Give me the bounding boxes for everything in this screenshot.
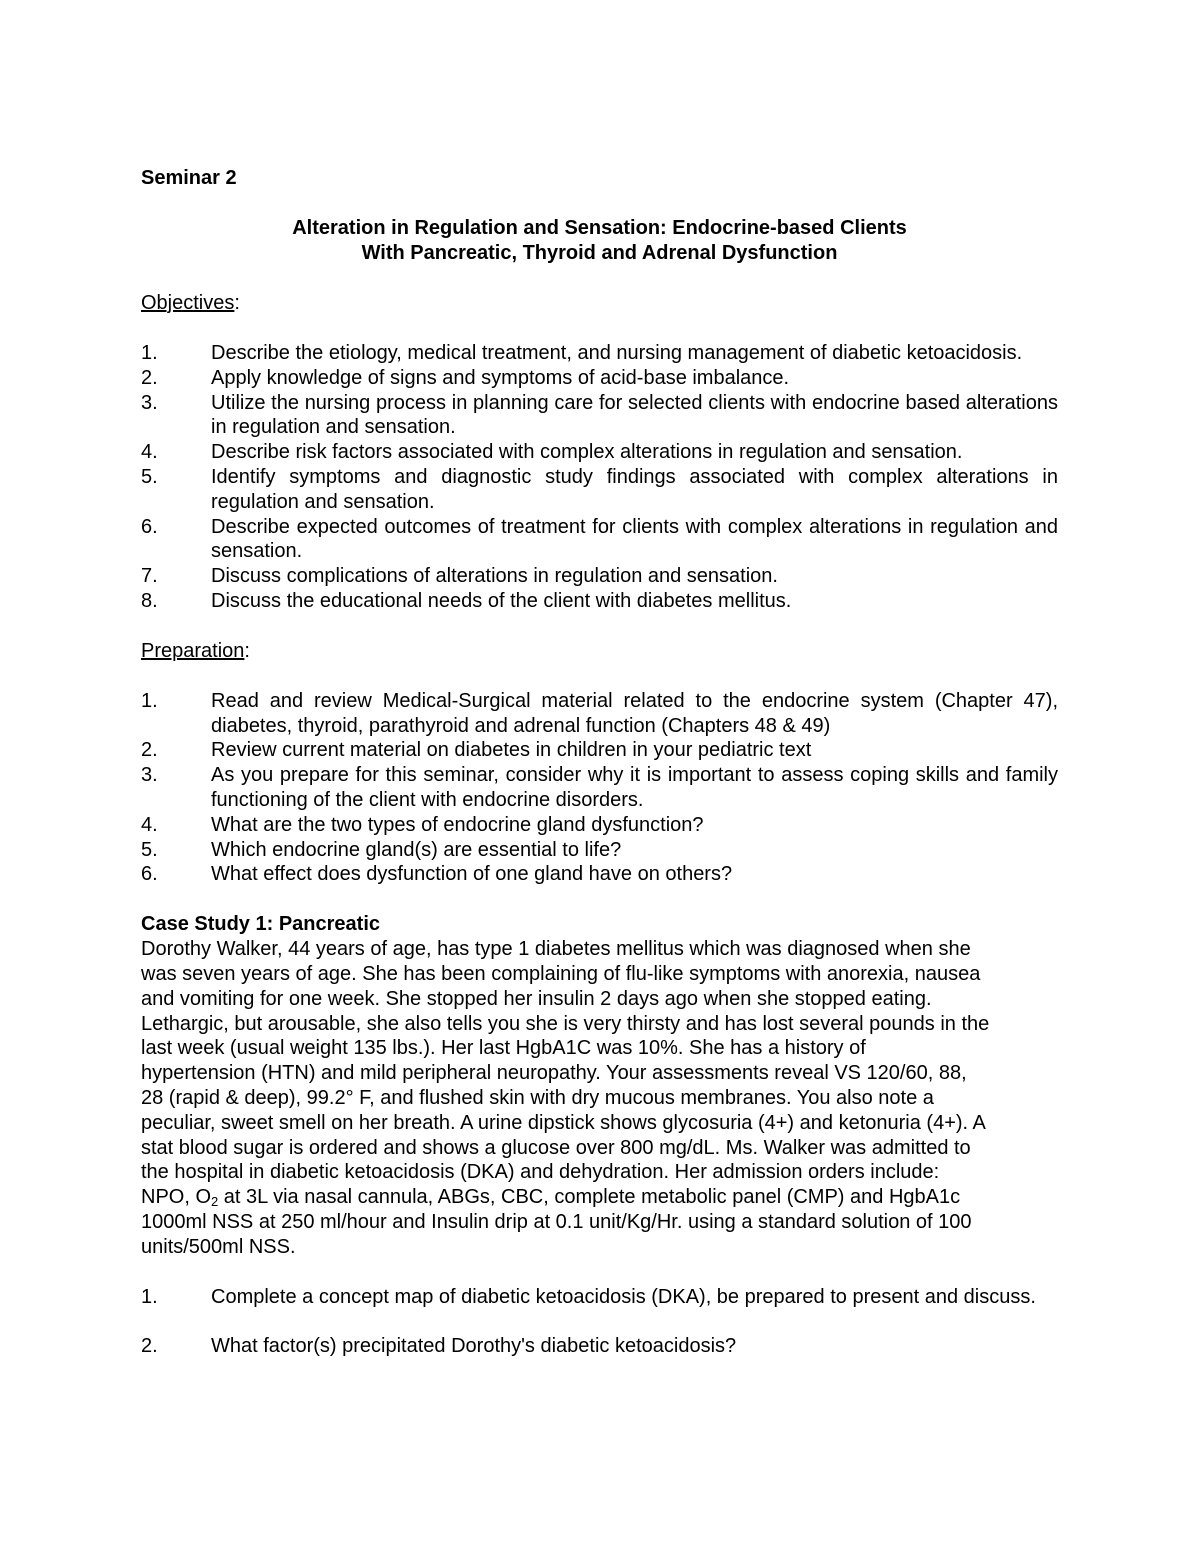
item-text: Describe expected outcomes of treatment for clients with complex alterations in regulation and sensation. bbox=[211, 515, 1058, 563]
seminar-title: Seminar 2 bbox=[141, 167, 237, 189]
item-number: 4. bbox=[141, 813, 158, 836]
document-page bbox=[141, 166, 1058, 1384]
item-text: Describe risk factors associated with complex alterations in regulation and sensation. bbox=[211, 441, 963, 464]
item-number: 6. bbox=[141, 863, 158, 886]
list-item bbox=[141, 515, 1058, 565]
objectives-list bbox=[141, 341, 1058, 614]
list-item bbox=[141, 838, 1058, 863]
case-line: Dorothy Walker, 44 years of age, has type 1 diabetes mellitus which was diagnosed when she bbox=[141, 938, 971, 961]
list-item bbox=[141, 1285, 1058, 1310]
case-line: was seven years of age. She has been complaining of flu-like symptoms with anorexia, nausea bbox=[141, 962, 981, 985]
heading-line-2: With Pancreatic, Thyroid and Adrenal Dysfunction bbox=[361, 242, 838, 264]
item-number: 1. bbox=[141, 342, 158, 364]
item-number: 1. bbox=[141, 1285, 158, 1308]
preparation-label bbox=[141, 639, 1058, 664]
list-item bbox=[141, 1334, 1058, 1359]
item-number: 6. bbox=[141, 515, 158, 538]
item-number: 3. bbox=[141, 391, 158, 414]
list-item bbox=[141, 589, 1058, 614]
orders-prefix: NPO, O bbox=[141, 1186, 212, 1209]
case-study-title: Case Study 1: Pancreatic bbox=[141, 913, 380, 936]
document-heading bbox=[141, 216, 1058, 266]
item-number: 2. bbox=[141, 366, 158, 389]
case-line: 1000ml NSS at 250 ml/hour and Insulin drip at 0.1 unit/Kg/Hr. using a standard solution of 100 bbox=[141, 1210, 972, 1233]
item-number: 5. bbox=[141, 838, 158, 861]
case-line-orders bbox=[141, 1185, 1058, 1210]
objectives-label bbox=[141, 291, 1058, 316]
item-text: Complete a concept map of diabetic ketoacidosis (DKA), be prepared to present and discuss. bbox=[211, 1285, 1036, 1308]
item-text: Discuss the educational needs of the client with diabetes mellitus. bbox=[211, 589, 792, 612]
heading-line-1: Alteration in Regulation and Sensation: Endocrine-based Clients bbox=[292, 217, 907, 239]
preparation-list bbox=[141, 689, 1058, 887]
item-text: Discuss complications of alterations in regulation and sensation. bbox=[211, 565, 778, 588]
list-item bbox=[141, 341, 1058, 366]
oxygen-subscript: 2 bbox=[211, 1194, 219, 1210]
case-line: hypertension (HTN) and mild peripheral neuropathy. Your assessments reveal VS 120/60, 88, bbox=[141, 1062, 967, 1085]
item-text: What effect does dysfunction of one gland have on others? bbox=[211, 863, 733, 886]
item-number: 8. bbox=[141, 589, 158, 612]
objectives-label-suffix: : bbox=[234, 292, 240, 314]
list-item bbox=[141, 862, 1058, 887]
item-text: Which endocrine gland(s) are essential to life? bbox=[211, 838, 622, 861]
preparation-label-text: Preparation bbox=[141, 639, 245, 662]
case-line: units/500ml NSS. bbox=[141, 1235, 296, 1258]
item-number: 3. bbox=[141, 764, 158, 787]
item-number: 2. bbox=[141, 1335, 158, 1358]
list-item bbox=[141, 738, 1058, 763]
item-text: Apply knowledge of signs and symptoms of acid-base imbalance. bbox=[211, 366, 790, 389]
list-item bbox=[141, 391, 1058, 441]
item-text: As you prepare for this seminar, consider why it is important to assess coping skills and family functioning of the client with endocrine disorders. bbox=[211, 764, 1058, 811]
item-text: Describe the etiology, medical treatment, and nursing management of diabetic ketoacidosis. bbox=[211, 342, 1023, 364]
list-item bbox=[141, 366, 1058, 391]
list-item bbox=[141, 564, 1058, 589]
item-number: 1. bbox=[141, 689, 158, 712]
case-line: Lethargic, but arousable, she also tells you she is very thirsty and has lost several pounds in the bbox=[141, 1012, 990, 1035]
list-item bbox=[141, 440, 1058, 465]
list-item bbox=[141, 465, 1058, 515]
case-line: peculiar, sweet smell on her breath. A urine dipstick shows glycosuria (4+) and ketonuria (4+). A bbox=[141, 1111, 986, 1134]
case-questions-list bbox=[141, 1285, 1058, 1360]
orders-rest: at 3L via nasal cannula, ABGs, CBC, complete metabolic panel (CMP) and HgbA1c bbox=[218, 1186, 961, 1209]
item-text: Identify symptoms and diagnostic study findings associated with complex alterations in regulation and sensation. bbox=[211, 465, 1058, 513]
case-line: stat blood sugar is ordered and shows a glucose over 800 mg/dL. Ms. Walker was admitted to bbox=[141, 1136, 971, 1159]
item-text: Utilize the nursing process in planning care for selected clients with endocrine based alterations in regulation and sensation. bbox=[211, 391, 1058, 439]
case-line: last week (usual weight 135 lbs.). Her last HgbA1C was 10%. She has a history of bbox=[141, 1037, 866, 1060]
case-line: 28 (rapid & deep), 99.2° F, and flushed skin with dry mucous membranes. You also note a bbox=[141, 1086, 934, 1109]
item-number: 2. bbox=[141, 739, 158, 762]
preparation-label-suffix: : bbox=[244, 639, 250, 662]
item-text: Read and review Medical-Surgical material related to the endocrine system (Chapter 47), diabetes, thyroid, parathyroid and adrenal function (Chapters 48 & 49) bbox=[211, 689, 1058, 737]
objectives-label-text: Objectives bbox=[141, 292, 235, 314]
item-text: Review current material on diabetes in children in your pediatric text bbox=[211, 739, 812, 762]
item-text: What factor(s) precipitated Dorothy's diabetic ketoacidosis? bbox=[211, 1335, 737, 1358]
case-study-body bbox=[141, 937, 1058, 1259]
item-number: 7. bbox=[141, 565, 158, 588]
list-item bbox=[141, 689, 1058, 739]
list-item bbox=[141, 763, 1058, 813]
item-number: 5. bbox=[141, 465, 158, 488]
item-number: 4. bbox=[141, 441, 158, 464]
case-line: the hospital in diabetic ketoacidosis (DKA) and dehydration. Her admission orders include: bbox=[141, 1161, 940, 1184]
case-line: and vomiting for one week. She stopped her insulin 2 days ago when she stopped eating. bbox=[141, 987, 932, 1010]
list-item bbox=[141, 813, 1058, 838]
item-text: What are the two types of endocrine gland dysfunction? bbox=[211, 813, 704, 836]
